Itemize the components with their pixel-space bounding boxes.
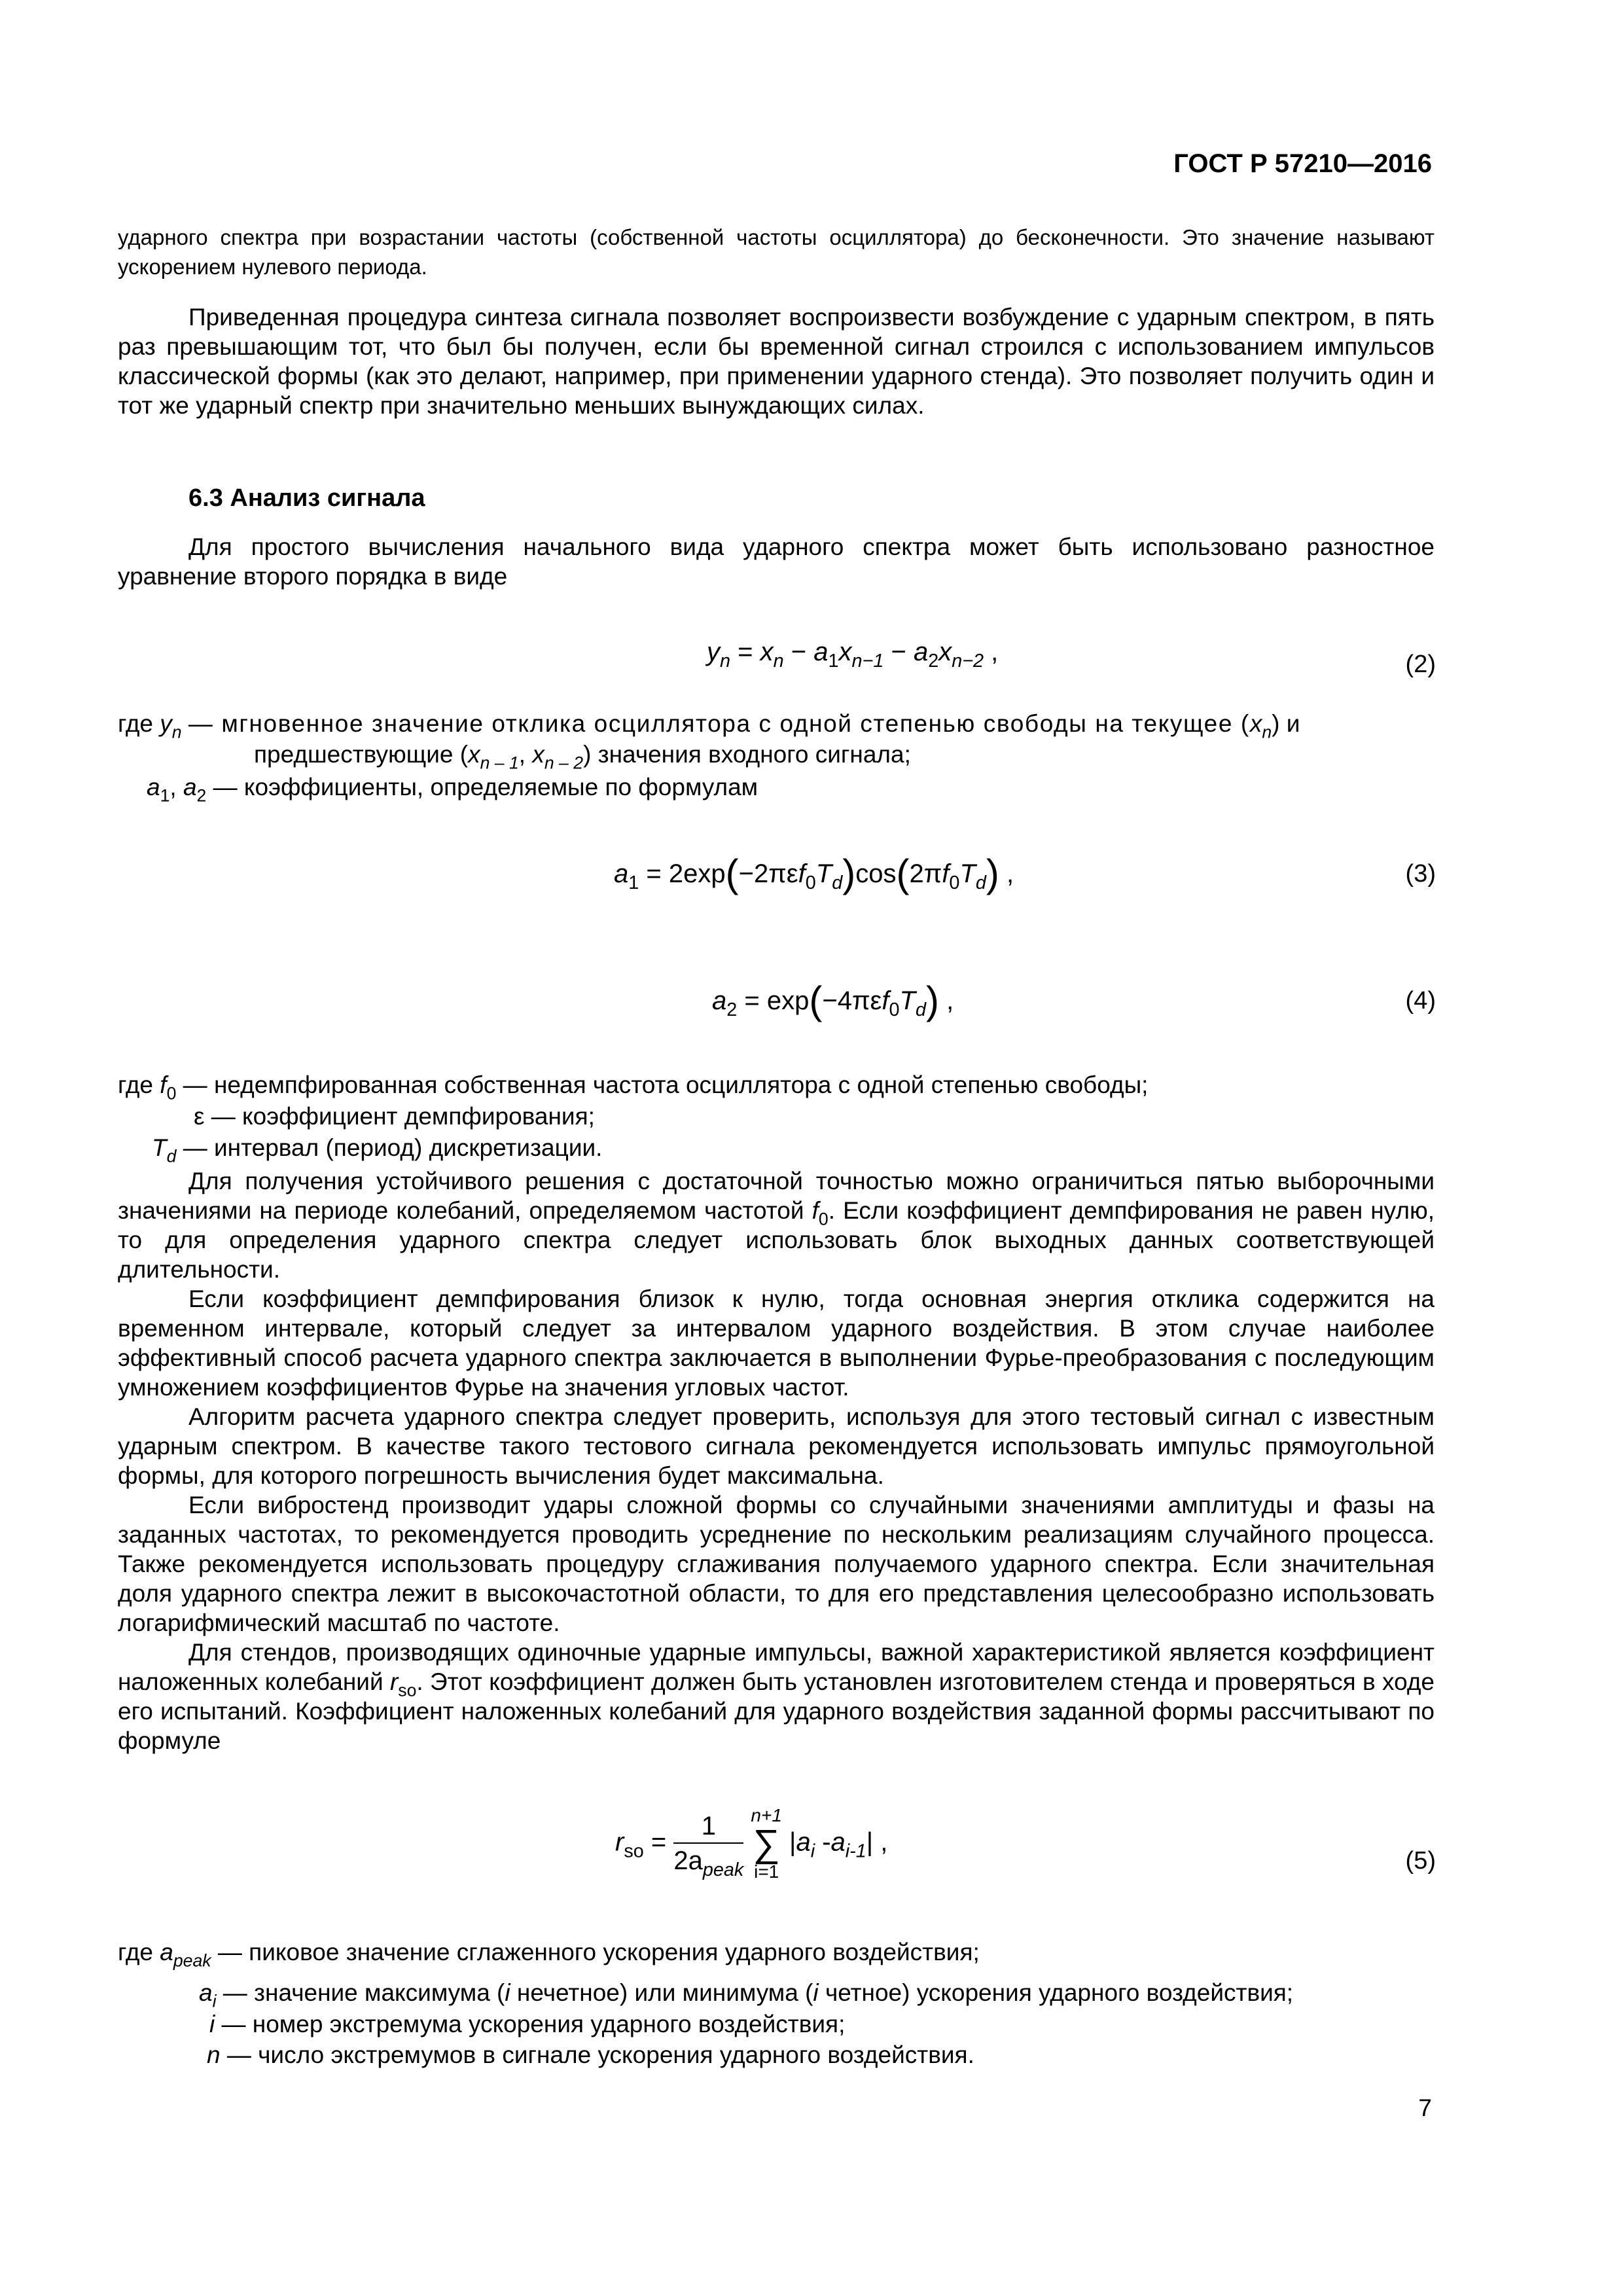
eq5-fraction: [673, 1812, 744, 1881]
where-y-sub: n: [171, 722, 182, 742]
eq2-x-sub: n: [773, 651, 784, 672]
eq3-T: T: [815, 859, 832, 888]
eq3-exp: 2exp: [668, 859, 726, 888]
where-y-end: ) и: [1272, 710, 1300, 737]
where4-f: f: [160, 1071, 167, 1098]
equation-4: $a_2 = \exp(-4\pi\varepsilon f_0T_d)$ ,: [712, 978, 954, 1022]
eq3-f-sub: 0: [805, 872, 816, 893]
eq4-lhs-sub: 2: [726, 999, 738, 1020]
eq4-f-sub: 0: [889, 999, 900, 1020]
eq2-lhs-sub: n: [720, 651, 731, 672]
where4-prefix: где: [118, 1071, 154, 1098]
where5-prefix: где: [118, 1939, 154, 1965]
eq5-sum-lower: i=1: [754, 1861, 779, 1882]
where-prev-x1: x: [468, 741, 480, 768]
where5-n-text: — число экстремумов в сигнале ускорения ударного воздействия.: [226, 2041, 974, 2068]
where5-ai-text-b: нечетное) или минимума (: [516, 1979, 813, 2006]
where-coefficients-line: $a_1$, $a_2$ — коэффициенты, определяемые по формулам: [147, 774, 758, 806]
where5-ai-i1: i: [505, 1979, 510, 2006]
where-a2: a: [183, 774, 197, 800]
where-ai-line: [199, 1978, 1294, 2011]
where-prev-x1sub: n – 1: [480, 753, 519, 773]
eq3-cos: cos: [855, 859, 897, 888]
where4-f-text: — недемпфированная собственная частота осциллятора с одной степенью свободы;: [183, 1071, 1149, 1098]
eq5-sum: [751, 1806, 782, 1881]
section-heading: 6.3 Анализ сигнала: [188, 484, 425, 512]
eq3-arg2: 2π: [909, 859, 942, 888]
eq5-ai-sub: i: [810, 1840, 815, 1862]
where-y-xsub: n: [1262, 722, 1272, 742]
eq5-den-text: 2a: [673, 1846, 703, 1875]
stable-text-a: Для получения устойчивого решения с достаточной точностью можно ограничиться пятью выборочными значениями на периоде колебаний, определяемом частотой: [118, 1168, 1435, 1224]
eq3-lhs-sub: 1: [628, 872, 639, 893]
where-f0-line: [118, 1070, 1149, 1103]
where-a1-sub: 1: [160, 785, 170, 806]
where-apeak-line: [118, 1937, 980, 1971]
where-y-text: — мгновенное значение отклика осциллятора с одной степенью свободы на текущее (: [188, 710, 1250, 737]
equation-3-number: (3): [1405, 860, 1436, 888]
stands-r: r: [389, 1668, 399, 1695]
eq5-aim-sub: i-1: [845, 1840, 866, 1862]
where-prev-line: предшествующие ($x_{n - 1}$, $x_{n - 2}$) значения входного сигнала;: [254, 741, 911, 773]
document-code-header: ГОСТ Р 57210—2016: [1173, 149, 1432, 178]
paragraph-stable-solution: [118, 1166, 1435, 1284]
where4-T-text: — интервал (период) дискретизации.: [183, 1134, 603, 1161]
eq5-ai: a: [796, 1827, 811, 1857]
where5-i-text: — номер экстремума ускорения ударного воздействия;: [221, 2011, 846, 2037]
eq4-lhs: a: [712, 986, 727, 1015]
where5-i: i: [209, 2011, 215, 2037]
where-prefix: где: [118, 710, 154, 737]
page-number: 7: [1418, 2094, 1432, 2121]
stable-f-sub: 0: [818, 1209, 829, 1229]
eq5-aim: a: [830, 1827, 846, 1857]
where4-f-sub: 0: [166, 1083, 177, 1103]
stable-f: f: [812, 1197, 819, 1224]
equation-5: $r_{so}$ = $\frac{1}{2a_{peak}}$ n+1 ∑ i=1 $|a_i$ $-a_{i-1}|$ ,: [615, 1805, 888, 1882]
where5-peak-text: — пиковое значение сглаженного ускорения ударного воздействия;: [217, 1939, 980, 1965]
where-prev-x2: x: [532, 741, 544, 768]
paragraph-damping: Если коэффициент демпфирования близок к нулю, тогда основная энергия отклика содержится на временном интервале, который следует за интервалом ударного воздействия. В этом случае наиболее эффективный способ расчета ударного спектра заключается в выполнении Фурье-преобразования с последующим умножением коэффициентов Фурье на значения угловых частот.: [118, 1285, 1435, 1401]
stands-text-b: . Этот коэффициент должен быть установлен изготовителем стенда и проверяться в ходе его испытаний. Коэффициент наложенных колебаний для ударного воздействия заданной формы рассчитывают по формуле: [118, 1668, 1435, 1754]
where-epsilon-line: ε — коэффициент демпфирования;: [194, 1103, 595, 1130]
where-y-line: [118, 709, 1300, 742]
eq4-arg1: −4πε: [822, 986, 882, 1015]
eq2-a1: a: [813, 637, 829, 666]
eq4-exp: exp: [766, 986, 810, 1015]
stands-text-a: Для стендов, производящих одиночные ударные импульсы, важной характеристикой является коэффициент наложенных колебаний: [118, 1639, 1435, 1695]
where-n-line: [207, 2040, 974, 2070]
where5-n: n: [207, 2041, 221, 2068]
eq5-numerator: 1: [673, 1812, 743, 1844]
where5-ai-text-a: — значение максимума (: [223, 1979, 505, 2006]
where4-T-sub: d: [166, 1146, 177, 1166]
paragraph-synthesis: Приведенная процедура синтеза сигнала позволяет воспроизвести возбуждение с ударным спектром, в пять раз превышающим тот, что был бы получен, если бы временной сигнал строился с использованием импульсов классической формы (как это делают, например, при применении ударного стенда). Это позволяет получить один и тот же ударный спектр при значительно меньших вынуждающих силах.: [118, 304, 1435, 419]
equation-2-number: (2): [1405, 651, 1436, 678]
equation-4-number: (4): [1405, 987, 1436, 1014]
eq5-lhs-sub: so: [624, 1840, 644, 1862]
eq2-a2: a: [913, 637, 929, 666]
where-prev-text: предшествующие (: [254, 741, 469, 768]
equation-5-number: (5): [1405, 1847, 1436, 1874]
eq3-f: f: [798, 859, 806, 888]
where5-ai-text-c: четное) ускорения ударного воздействия;: [825, 1979, 1294, 2006]
where-a1: a: [147, 774, 160, 800]
eq5-sum-upper: n+1: [751, 1805, 782, 1825]
equation-3: $a_1 = 2\exp(-2\pi\varepsilon f_0T_d)\cos(2\pi f_0T_d)$ ,: [614, 852, 1014, 895]
where-y-symbol: y: [160, 710, 172, 737]
eq5-den-sub: peak: [702, 1859, 744, 1881]
eq2-a2-sub: 2: [928, 651, 939, 672]
eq3-arg1: −2πε: [738, 859, 798, 888]
eq4-T: T: [899, 986, 916, 1015]
stable-text-b: . Если коэффициент демпфирования не равен нулю, то для определения ударного спектра следует использовать блок выходных данных соответствующей длительности.: [118, 1197, 1435, 1283]
where5-ai-sub: i: [212, 1991, 217, 2011]
eq2-x: x: [760, 637, 774, 666]
stands-r-sub: so: [398, 1680, 417, 1700]
eq4-T-sub: d: [915, 999, 926, 1020]
where-Td-line: [152, 1133, 603, 1166]
where5-a-sub: peak: [173, 1950, 211, 1971]
paragraph-algorithm: Алгоритм расчета ударного спектра следует проверить, используя для этого тестовый сигнал с известным ударным спектром. В качестве такого тестового сигнала рекомендуется использовать импульс прямоугольной формы, для которого погрешность вычисления будет максимальна.: [118, 1403, 1435, 1489]
eq5-lhs: r: [615, 1827, 624, 1857]
where-prev-end: ) значения входного сигнала;: [583, 741, 911, 768]
where-y-x: x: [1249, 710, 1262, 737]
eq3-T-sub: d: [832, 872, 843, 893]
paragraph-stands: [118, 1638, 1435, 1755]
eq2-a1-sub: 1: [828, 651, 839, 672]
where-coefficients-text: — коэффициенты, определяемые по формулам: [213, 774, 758, 800]
where-i-line: [209, 2009, 845, 2039]
eq2-x1: x: [838, 637, 852, 666]
paragraph-vibrostand: Если вибростенд производит удары сложной формы со случайными значениями амплитуды и фазы на заданных частотах, то рекомендуется проводить усреднение по нескольким реализациям случайного процесса. Также рекомендуется использовать процедуру сглаживания получаемого ударного спектра. Если значительная доля ударного спектра лежит в высокочастотной области, то для его представления целесообразно использовать логарифмический масштаб по частоте.: [118, 1492, 1435, 1636]
where-prev-x2sub: n – 2: [544, 753, 584, 773]
eq2-lhs: y: [707, 637, 720, 666]
sigma-icon: ∑: [753, 1822, 780, 1865]
where5-ai: a: [199, 1979, 213, 2006]
where-a2-sub: 2: [196, 785, 207, 806]
where5-a: a: [160, 1939, 173, 1965]
eq2-x1-sub: n−1: [851, 651, 884, 672]
eq3-lhs: a: [614, 859, 629, 888]
paragraph-difference-equation: Для простого вычисления начального вида ударного спектра может быть использовано разностное уравнение второго порядка в виде: [118, 533, 1435, 590]
eq2-x2: x: [938, 637, 952, 666]
eq2-x2-sub: n−2: [952, 651, 984, 672]
paragraph-intro: ударного спектра при возрастании частоты (собственной частоты осциллятора) до бесконечности. Это значение называют ускорением нулевого периода.: [118, 225, 1435, 279]
where5-ai-i2: i: [813, 1979, 819, 2006]
eq5-denominator: [673, 1844, 744, 1881]
eq4-f: f: [882, 986, 889, 1015]
equation-2: $y_n = x_n - a_1x_{n-1} - a_2x_{n-2}$ ,: [707, 637, 999, 672]
where4-T: T: [152, 1134, 167, 1161]
